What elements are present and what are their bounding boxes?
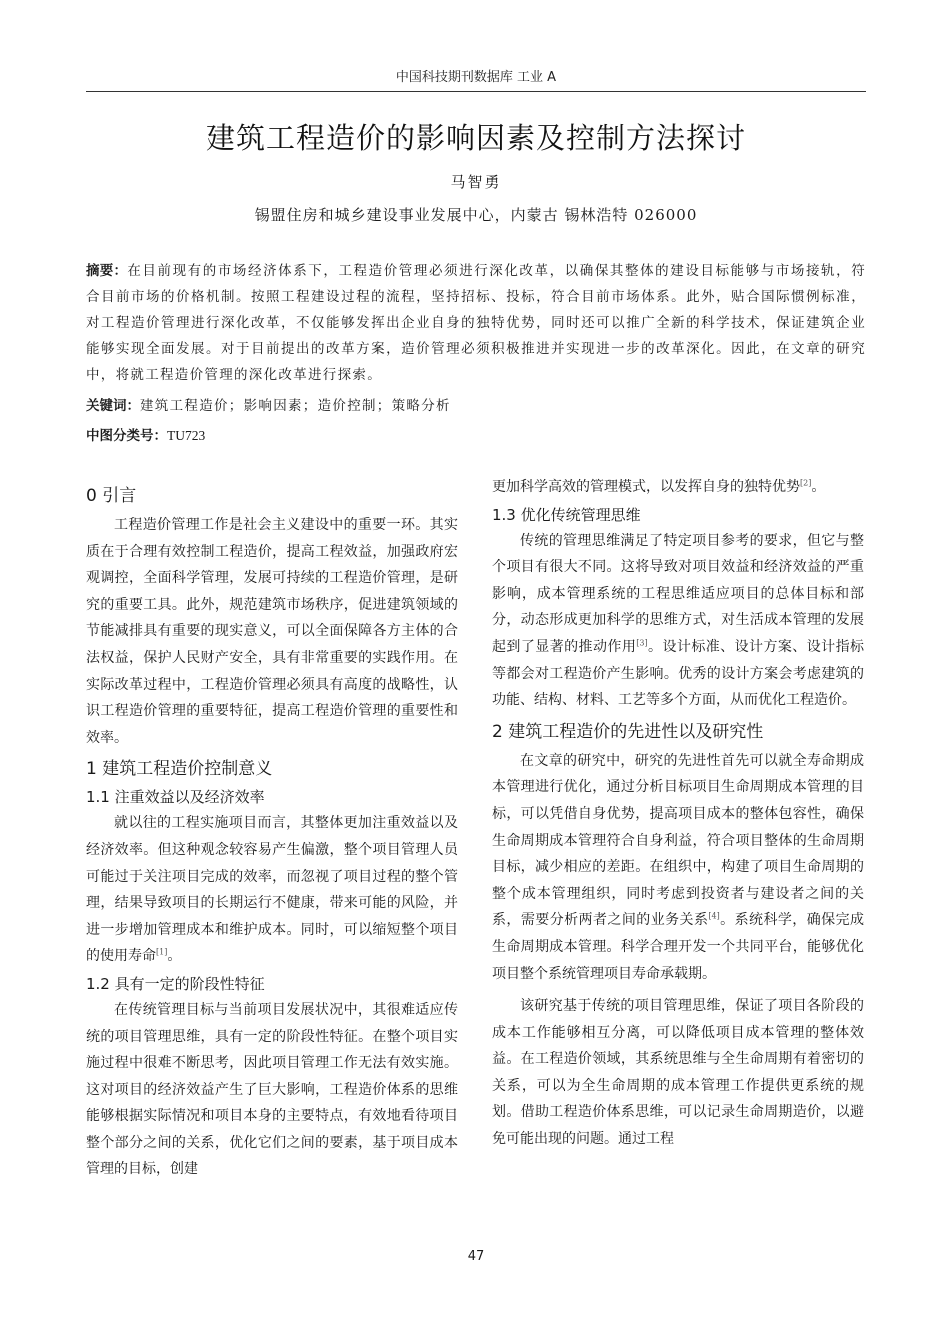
- abstract-text: 在目前现有的市场经济体系下，工程造价管理必须进行深化改革，以确保其整体的建设目标能够与市场接轨，符合目前市场的价格机制。按照工程建设过程的流程，坚持招标、投标，符合目前市场体系。此外，贴合国际惯例标准，对工程造价管理进行深化改革，不仅能够发挥出企业自身的独特优势，同时还可以推广全新的科学技术，保证建筑企业能够实现全面发展。对于目前提出的改革方案，造价管理必须积极推进并实现进一步的改革深化。因此，在文章的研究中，将就工程造价管理的深化改革进行探索。: [86, 263, 866, 383]
- section-2-paragraph-2: 该研究基于传统的项目管理思维，保证了项目各阶段的成本工作能够相互分离，可以降低项目成本管理的整体效益。在工程造价领域，其系统思维与全生命周期有着密切的关系，可以为全生命周期的成本管理工作提供更系统的规划。借助工程造价体系思维，可以记录生命周期造价，以避免可能出现的问题。通过工程: [492, 998, 864, 1148]
- keywords-text: 建筑工程造价；影响因素；造价控制；策略分析: [140, 398, 451, 414]
- left-column: [86, 478, 458, 1183]
- continued-tail: 。: [811, 479, 826, 495]
- section-2-heading: 2 建筑工程造价的先进性以及研究性: [492, 721, 764, 742]
- paper-title: 建筑工程造价的影响因素及控制方法探讨: [205, 121, 746, 155]
- classification-text: TU723: [167, 428, 206, 443]
- citation-2: [2]: [800, 478, 812, 488]
- running-header: 中国科技期刊数据库 工业 A: [86, 66, 866, 92]
- abstract: [86, 258, 866, 388]
- keywords: [86, 394, 866, 414]
- section-1-heading: 1 建筑工程造价控制意义: [86, 759, 273, 780]
- section-1-3-text-a: 传统的管理思维满足了特定项目参考的要求，但它与整个项目有很大不同。这将导致对项目效益和经济效益的严重影响，成本管理系统的工程思维适应项目的总体目标和部分，动态形成更加科学的思维方式，对生活成本管理的发展起到了显著的推动作用: [492, 532, 864, 655]
- section-1-1-paragraph: [86, 810, 458, 970]
- continued-paragraph: [492, 474, 864, 501]
- citation-1: [1]: [156, 947, 168, 957]
- section-0-heading: 0 引言: [86, 486, 137, 506]
- section-2-text-a: 在文章的研究中，研究的先进性首先可以就全寿命期成本管理进行优化，通过分析目标项目生命周期成本管理的目标，可以凭借自身优势，提高项目成本的整体包容性，确保生命周期成本管理符合自身利益，符合项目整体的生命周期目标，减少相应的差距。在组织中，构建了项目生命周期的整个成本管理组织，同时考虑到投资者与建设者之间的关系，需要分析两者之间的业务关系: [492, 752, 864, 929]
- section-1-2-paragraph: 在传统管理目标与当前项目发展状况中，其很难适应传统的项目管理思维，具有一定的阶段性特征。在整个项目实施过程中很难不断思考，因此项目管理工作无法有效实施。这对项目的经济效益产生了巨大影响，工程造价体系的思维能够根据实际情况和项目本身的主要特点，有效地看待项目整个部分之间的关系，优化它们之间的要素，基于项目成本管理的目标，创建: [86, 1001, 458, 1178]
- section-1-3-text-b: 。设计标准、设计方案、设计指标等都会对工程造价产生影响。优秀的设计方案会考虑建筑的功能、结构、材料、工艺等多个方面，从而优化工程造价。: [492, 638, 865, 709]
- author-affiliation: 锡盟住房和城乡建设事业发展中心，内蒙古 锡林浩特 026000: [254, 206, 698, 224]
- page-number: 47: [467, 1249, 485, 1264]
- classification-number: [86, 424, 866, 444]
- citation-4: [4]: [708, 911, 720, 921]
- continued-text: 更加科学高效的管理模式，以发挥自身的独特优势: [492, 479, 800, 495]
- right-column: [492, 474, 864, 1153]
- author-name: 马智勇: [450, 173, 502, 191]
- section-1-1-heading: 1.1 注重效益以及经济效率: [86, 788, 265, 807]
- section-2-paragraph-1: [492, 748, 864, 987]
- section-1-3-heading: 1.3 优化传统管理思维: [492, 505, 641, 524]
- section-1-3-paragraph: [492, 528, 864, 714]
- classification-label: 中图分类号：: [86, 428, 167, 444]
- keywords-label: 关键词：: [86, 398, 140, 414]
- section-0-paragraph: 工程造价管理工作是社会主义建设中的重要一环。其实质在于合理有效控制工程造价，提高工程效益，加强政府宏观调控，全面科学管理，发展可持续的工程造价管理，是研究的重要工具。此外，规范建筑市场秩序，促进建筑领域的节能减排具有重要的现实意义，可以全面保障各方主体的合法权益，保护人民财产安全，具有非常重要的实践作用。在实际改革过程中，工程造价管理必须具有高度的战略性，认识工程造价管理的重要特征，提高工程造价管理的重要性和效率。: [86, 517, 458, 746]
- abstract-label: 摘要：: [86, 263, 128, 279]
- section-1-1-text: 就以往的工程实施项目而言，其整体更加注重效益以及经济效率。但这种观念较容易产生偏激，整个项目管理人员可能过于关注项目完成的效率，而忽视了项目过程的整个管理，结果导致项目的长期运行不健康，带来可能的风险，并进一步增加管理成本和维护成本。同时，可以缩短整个项目的使用寿命: [86, 815, 458, 965]
- citation-3: [3]: [636, 638, 648, 648]
- section-1-2-heading: 1.2 具有一定的阶段性特征: [86, 974, 265, 993]
- section-1-1-tail: 。: [167, 948, 182, 965]
- section-2-text-b: 。系统科学，确保完成生命周期成本管理。科学合理开发一个共同平台，能够优化项目整个系统管理项目寿命承载期。: [492, 912, 865, 982]
